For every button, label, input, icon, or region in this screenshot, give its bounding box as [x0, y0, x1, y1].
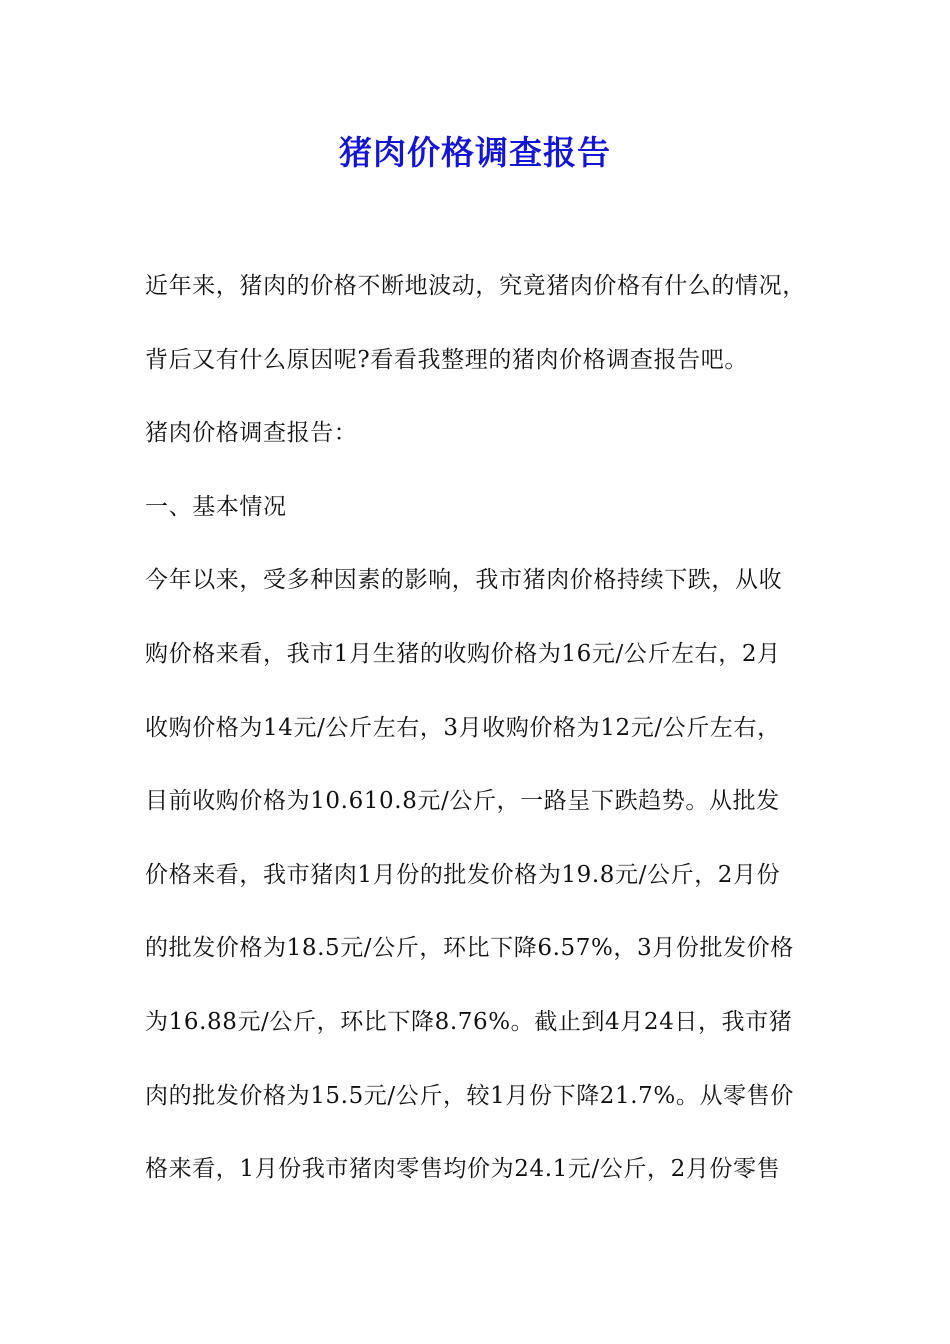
paragraph-line: 今年以来，受多种因素的影响，我市猪肉价格持续下跌，从收: [145, 567, 783, 594]
paragraph-line: 的批发价格为18.5元/公斤，环比下降6.57%，3月份批发价格: [145, 935, 794, 962]
paragraph-line: 背后又有什么原因呢?看看我整理的猪肉价格调查报告吧。: [145, 346, 748, 373]
paragraph-line: 收购价格为14元/公斤左右，3月收购价格为12元/公斤左右，: [145, 714, 781, 741]
paragraph-line: 目前收购价格为10.610.8元/公斤，一路呈下跌趋势。从批发: [145, 788, 780, 815]
document-body: [145, 262, 825, 1219]
paragraph-line: 价格来看，我市猪肉1月份的批发价格为19.8元/公斤，2月份: [145, 861, 781, 888]
paragraph-line: 近年来，猪肉的价格不断地波动，究竟猪肉价格有什么的情况，: [145, 273, 806, 299]
paragraph-line: 购价格来看，我市1月生猪的收购价格为16元/公斤左右，2月: [145, 640, 781, 667]
paragraph-line: 格来看，1月份我市猪肉零售均价为24.1元/公斤，2月份零售: [145, 1156, 781, 1183]
paragraph-line: 肉的批发价格为15.5元/公斤，较1月份下降21.7%。从零售价: [145, 1082, 794, 1109]
document-title: 猪肉价格调查报告: [339, 133, 611, 172]
paragraph-line: 为16.88元/公斤，环比下降8.76%。截止到4月24日，我市猪: [145, 1008, 793, 1035]
section-heading: 一、基本情况: [145, 493, 287, 520]
section-label: 猪肉价格调查报告：: [145, 420, 358, 447]
